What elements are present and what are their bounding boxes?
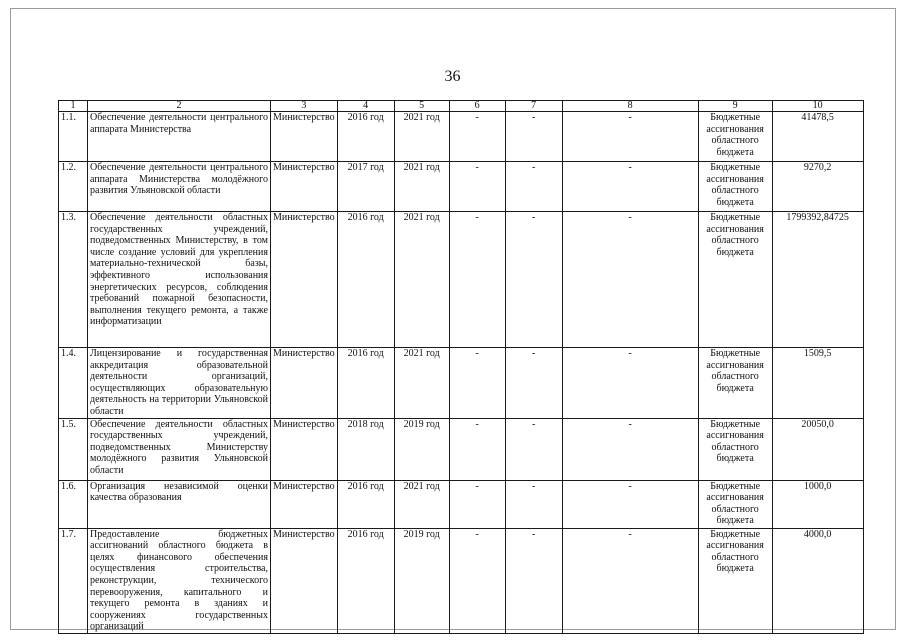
row-number: 1.6. (59, 480, 88, 528)
row-executor: Министерство (271, 348, 338, 419)
row-executor: Министерство (271, 162, 338, 212)
row-number: 1.2. (59, 162, 88, 212)
row-col8: - (562, 112, 698, 162)
row-number: 1.5. (59, 418, 88, 480)
row-end-year: 2021 год (394, 480, 449, 528)
row-number: 1.3. (59, 212, 88, 348)
row-col8: - (562, 162, 698, 212)
table-row (59, 212, 864, 348)
row-start-year: 2017 год (337, 162, 394, 212)
row-description: Обеспечение деятельности центрального аппарата Министерства молодёжного развития Ульяновской области (88, 162, 271, 212)
program-table (58, 100, 864, 634)
row-funding-source: Бюджетные ассигнования областного бюджета (698, 528, 772, 633)
row-col6: - (449, 348, 505, 419)
row-number: 1.1. (59, 112, 88, 162)
header-cell: 10 (772, 101, 863, 112)
row-number: 1.7. (59, 528, 88, 633)
row-amount: 1000,0 (772, 480, 863, 528)
header-row (59, 101, 864, 112)
row-end-year: 2019 год (394, 418, 449, 480)
row-col6: - (449, 212, 505, 348)
row-col7: - (505, 212, 562, 348)
table-row (59, 480, 864, 528)
row-amount: 1799392,84725 (772, 212, 863, 348)
row-start-year: 2016 год (337, 348, 394, 419)
header-cell: 2 (88, 101, 271, 112)
row-col8: - (562, 418, 698, 480)
row-start-year: 2016 год (337, 112, 394, 162)
row-col6: - (449, 162, 505, 212)
row-col6: - (449, 480, 505, 528)
header-cell: 6 (449, 101, 505, 112)
row-col6: - (449, 528, 505, 633)
row-executor: Министерство (271, 112, 338, 162)
table-row (59, 418, 864, 480)
row-executor: Министерство (271, 212, 338, 348)
row-col6: - (449, 418, 505, 480)
row-funding-source: Бюджетные ассигнования областного бюджета (698, 348, 772, 419)
row-executor: Министерство (271, 528, 338, 633)
row-col7: - (505, 112, 562, 162)
row-col6: - (449, 112, 505, 162)
row-col7: - (505, 528, 562, 633)
row-amount: 4000,0 (772, 528, 863, 633)
row-funding-source: Бюджетные ассигнования областного бюджета (698, 162, 772, 212)
row-start-year: 2016 год (337, 212, 394, 348)
header-cell: 7 (505, 101, 562, 112)
row-funding-source: Бюджетные ассигнования областного бюджета (698, 480, 772, 528)
row-start-year: 2016 год (337, 528, 394, 633)
row-amount: 9270,2 (772, 162, 863, 212)
row-funding-source: Бюджетные ассигнования областного бюджета (698, 212, 772, 348)
table-row (59, 162, 864, 212)
header-cell: 4 (337, 101, 394, 112)
row-start-year: 2016 год (337, 480, 394, 528)
row-col7: - (505, 162, 562, 212)
table-row (59, 528, 864, 633)
header-cell: 9 (698, 101, 772, 112)
row-executor: Министерство (271, 480, 338, 528)
row-col7: - (505, 480, 562, 528)
row-amount: 41478,5 (772, 112, 863, 162)
row-col8: - (562, 212, 698, 348)
table-row (59, 112, 864, 162)
row-description: Лицензирование и государственная аккредитация образовательной деятельности организаций, осуществляющих образовательную деятельность на территории Ульяновской области (88, 348, 271, 419)
row-col7: - (505, 418, 562, 480)
table-row (59, 348, 864, 419)
page-number: 36 (444, 68, 461, 85)
row-end-year: 2021 год (394, 112, 449, 162)
row-col8: - (562, 528, 698, 633)
row-funding-source: Бюджетные ассигнования областного бюджета (698, 112, 772, 162)
row-col7: - (505, 348, 562, 419)
row-number: 1.4. (59, 348, 88, 419)
row-start-year: 2018 год (337, 418, 394, 480)
row-amount: 1509,5 (772, 348, 863, 419)
header-cell: 8 (562, 101, 698, 112)
row-description: Организация независимой оценки качества образования (88, 480, 271, 528)
row-col8: - (562, 348, 698, 419)
row-description: Обеспечение деятельности центрального аппарата Министерства (88, 112, 271, 162)
row-description: Предоставление бюджетных ассигнований областного бюджета в целях финансового обеспечения осуществления строительства, реконструкции, технического перевооружения, капитального и текущего ремонта в зданиях и сооружениях государственных организаций (88, 528, 271, 633)
row-end-year: 2021 год (394, 162, 449, 212)
row-end-year: 2021 год (394, 348, 449, 419)
row-description: Обеспечение деятельности областных государственных учреждений, подведомственных Министерству, в том числе создание условий для укрепления материально-технической базы, эффективного использования энергетических ресурсов, соблюдения требований пожарной безопасности, выполнения текущего ремонта, а также информатизации (88, 212, 271, 348)
row-amount: 20050,0 (772, 418, 863, 480)
header-cell: 1 (59, 101, 88, 112)
row-end-year: 2019 год (394, 528, 449, 633)
row-col8: - (562, 480, 698, 528)
header-cell: 3 (271, 101, 338, 112)
row-executor: Министерство (271, 418, 338, 480)
row-end-year: 2021 год (394, 212, 449, 348)
row-funding-source: Бюджетные ассигнования областного бюджета (698, 418, 772, 480)
header-cell: 5 (394, 101, 449, 112)
row-description: Обеспечение деятельности областных государственных учреждений, подведомственных Министерству молодёжного развития Ульяновской области (88, 418, 271, 480)
